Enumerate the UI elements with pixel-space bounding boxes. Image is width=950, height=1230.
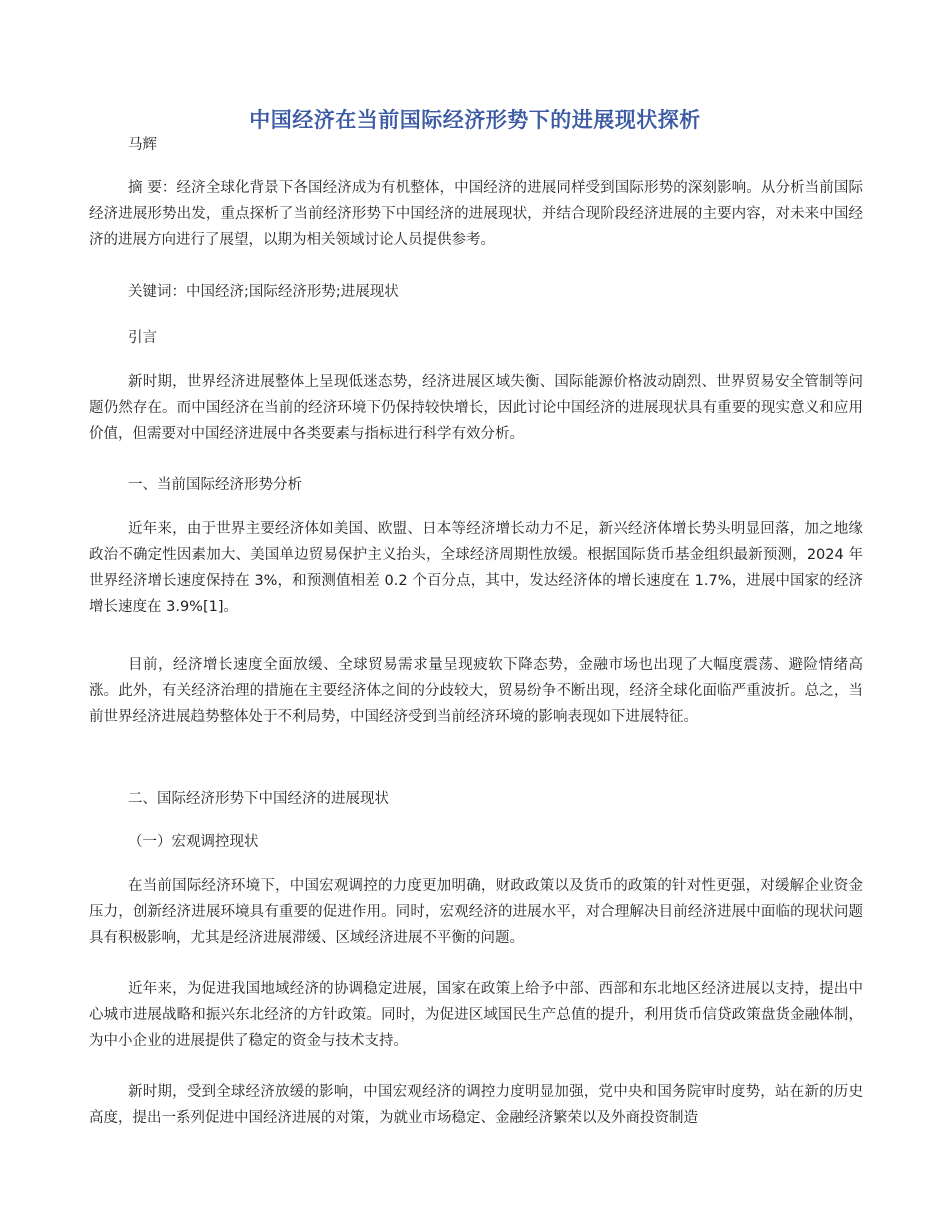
subsection1-paragraph-2: 近年来，为促进我国地域经济的协调稳定进展，国家在政策上给予中部、西部和东北地区经济进展以支持，提出中心城市进展战略和振兴东北经济的方针政策。同时，为促进区域国民生产总值的提升，利用货币信贷政策盘货金融体制，为中小企业的进展提供了稳定的资金与技术支持。 — [89, 981, 863, 1049]
abstract-paragraph: 摘 要：经济全球化背景下各国经济成为有机整体，中国经济的进展同样受到国际形势的深刻影响。从分析当前国际经济进展形势出发，重点探析了当前经济形势下中国经济的进展现状，并结合现阶段经济进展的主要内容，对未来中国经济的进展方向进行了展望，以期为相关领域讨论人员提供参考。 — [89, 180, 863, 248]
keywords-line: 关键词：中国经济;国际经济形势;进展现状 — [128, 284, 399, 300]
intro-paragraph: 新时期，世界经济进展整体上呈现低迷态势，经济进展区域失衡、国际能源价格波动剧烈、世界贸易安全管制等问题仍然存在。而中国经济在当前的经济环境下仍保持较快增长，因此讨论中国经济的进展现状具有重要的现实意义和应用价值，但需要对中国经济进展中各类要素与指标进行科学有效分析。 — [89, 374, 863, 442]
author-name: 马辉 — [128, 137, 157, 153]
subsection1-heading: （一）宏观调控现状 — [128, 834, 259, 850]
section1-paragraph-2: 目前，经济增长速度全面放缓、全球贸易需求量呈现疲软下降态势，金融市场也出现了大幅度震荡、避险情绪高涨。此外，有关经济治理的措施在主要经济体之间的分歧较大，贸易纷争不断出现，经济全球化面临严重波折。总之，当前世界经济进展趋势整体处于不利局势，中国经济受到当前经济环境的影响表现如下进展特征。 — [89, 657, 863, 725]
document-title: 中国经济在当前国际经济形势下的进展现状探析 — [249, 108, 701, 132]
subsection1-paragraph-1: 在当前国际经济环境下，中国宏观调控的力度更加明确，财政政策以及货币的政策的针对性更强，对缓解企业资金压力，创新经济进展环境具有重要的促进作用。同时，宏观经济的进展水平，对合理解决目前经济进展中面临的现状问题具有积极影响，尤其是经济进展滞缓、区域经济进展不平衡的问题。 — [89, 878, 863, 946]
section2-heading: 二、国际经济形势下中国经济的进展现状 — [128, 791, 389, 807]
section1-paragraph-1: 近年来，由于世界主要经济体如美国、欧盟、日本等经济增长动力不足，新兴经济体增长势头明显回落，加之地缘政治不确定性因素加大、美国单边贸易保护主义抬头，全球经济周期性放缓。根据国际货币基金组织最新预测，2024 年世界经济增长速度保持在 3%，和预测值相差 0.2 个百分点，其中，发达经济体的增长速度在 1.7%，进展中国家的经济增长速度在 3.9%[1]。 — [89, 521, 863, 615]
subsection1-paragraph-3: 新时期，受到全球经济放缓的影响，中国宏观经济的调控力度明显加强，党中央和国务院审时度势，站在新的历史高度，提出一系列促进中国经济进展的对策，为就业市场稳定、金融经济繁荣以及外商投资制造 — [89, 1084, 863, 1126]
intro-heading: 引言 — [128, 330, 157, 346]
section1-heading: 一、当前国际经济形势分析 — [128, 477, 302, 493]
